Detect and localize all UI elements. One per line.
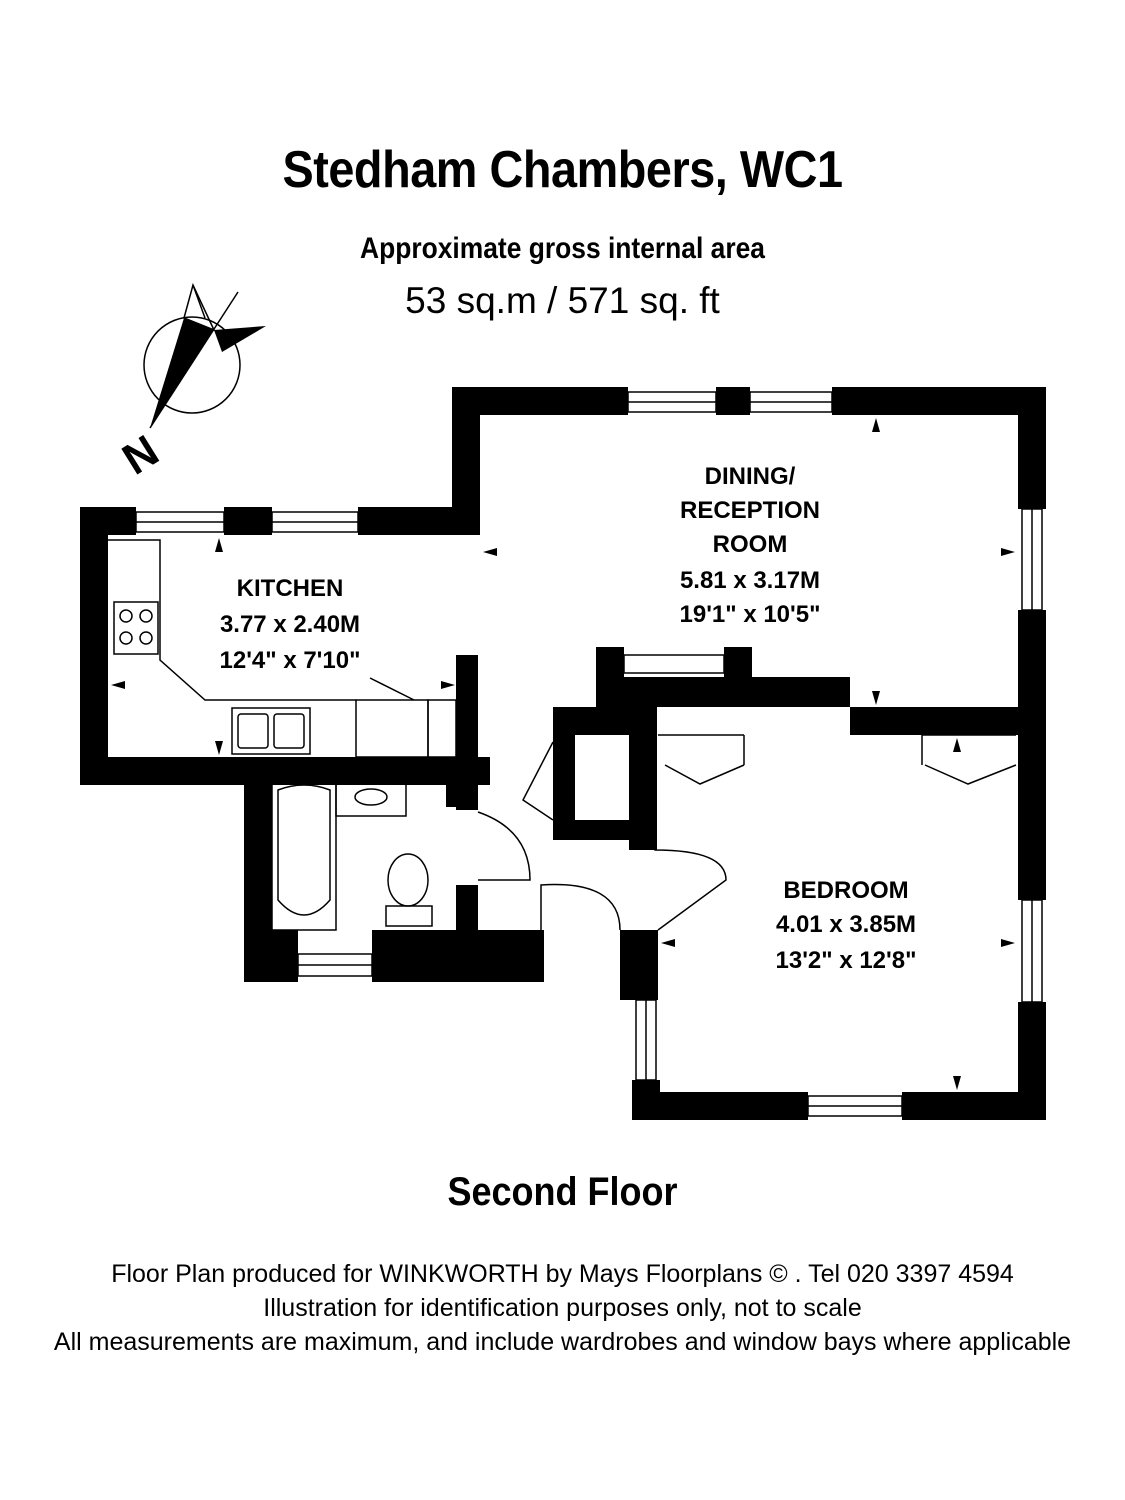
dining-name-line-3: ROOM [712, 531, 788, 558]
kitchen-metric: 3.77 x 2.40M [219, 611, 361, 638]
bathroom-door-swing [478, 812, 530, 880]
bedroom-metric: 4.01 x 3.85M [775, 911, 917, 938]
floor-label: Second Floor [447, 1170, 678, 1214]
compass-north-label: N [114, 426, 168, 485]
kitchen-label [220, 575, 361, 674]
kitchen-imperial: 12'4" x 7'10" [219, 647, 361, 674]
footer-line-2: Illustration for identification purposes only, not to scale [263, 1294, 862, 1322]
dining-imperial: 19'1" x 10'5" [679, 601, 821, 628]
bedroom-door-swing [541, 885, 620, 965]
dining-name-line-2: RECEPTION [679, 497, 821, 524]
kitchen-sink-icon [232, 708, 310, 754]
basin-icon [355, 789, 387, 805]
footer-line-1: Floor Plan produced for WINKWORTH by Mays Floorplans © . Tel 020 3397 4594 [111, 1260, 1014, 1288]
area-label: Approximate gross internal area [360, 232, 765, 265]
footer-line-3: All measurements are maximum, and include wardrobes and window bays where applicable [53, 1328, 1072, 1356]
bedroom-label [776, 877, 917, 974]
bath-icon [272, 778, 336, 930]
bedroom-name: BEDROOM [783, 877, 909, 904]
kitchen-name: KITCHEN [236, 575, 344, 602]
toilet-icon [386, 854, 432, 926]
dining-name-line-1: DINING/ [704, 463, 796, 490]
area-value: 53 sq.m / 571 sq. ft [405, 280, 720, 321]
dining-label [680, 463, 821, 628]
compass-icon [114, 285, 266, 485]
hob-icon [114, 602, 158, 654]
cupboard-door-swing [523, 742, 553, 820]
bedroom-imperial: 13'2" x 12'8" [775, 947, 917, 974]
dining-metric: 5.81 x 3.17M [679, 567, 821, 594]
property-title: Stedham Chambers, WC1 [282, 141, 843, 199]
bedroom-door-arc [655, 835, 726, 930]
walls [80, 387, 1046, 1120]
